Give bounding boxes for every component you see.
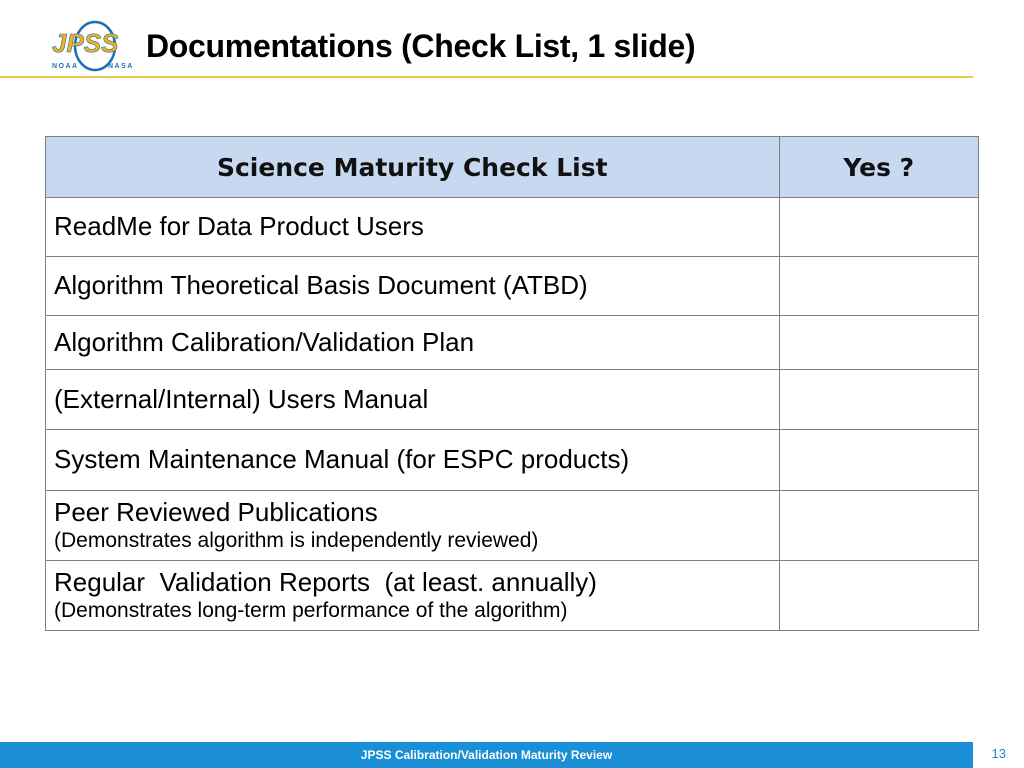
svg-text:NOAA: NOAA bbox=[52, 63, 79, 70]
svg-text:JPSS: JPSS bbox=[52, 28, 119, 58]
checklist-item bbox=[46, 491, 780, 561]
item-label: System Maintenance Manual (for ESPC products) bbox=[54, 444, 630, 475]
item-label: Peer Reviewed Publications bbox=[54, 496, 378, 527]
column-header-yes: Yes ? bbox=[779, 137, 978, 198]
footer-text: JPSS Calibration/Validation Maturity Review bbox=[360, 748, 613, 762]
yes-cell[interactable] bbox=[779, 561, 978, 631]
yes-cell[interactable] bbox=[779, 316, 978, 370]
yes-cell[interactable] bbox=[779, 430, 978, 491]
page-number: 13 bbox=[991, 746, 1006, 761]
item-label: Algorithm Theoretical Basis Document (ATBD) bbox=[54, 270, 588, 301]
svg-text:NASA: NASA bbox=[108, 63, 134, 70]
page-title: Documentations (Check List, 1 slide) bbox=[146, 28, 696, 64]
checklist-item bbox=[46, 430, 780, 491]
table-row bbox=[46, 198, 979, 257]
checklist-item bbox=[46, 198, 780, 257]
yes-cell[interactable] bbox=[779, 491, 978, 561]
checklist-item bbox=[46, 257, 780, 316]
checklist-item bbox=[46, 561, 780, 631]
checklist-table bbox=[45, 136, 979, 631]
table-row bbox=[46, 561, 979, 631]
checklist-item bbox=[46, 316, 780, 370]
item-label: Regular Validation Reports (at least. annually) bbox=[54, 566, 597, 597]
table-row bbox=[46, 370, 979, 430]
item-note: (Demonstrates algorithm is independently reviewed) bbox=[54, 528, 539, 552]
item-label: ReadMe for Data Product Users bbox=[54, 211, 424, 242]
yes-cell[interactable] bbox=[779, 198, 978, 257]
item-label: Algorithm Calibration/Validation Plan bbox=[54, 326, 475, 357]
column-header-checklist: Science Maturity Check List bbox=[46, 137, 780, 198]
jpss-logo bbox=[50, 20, 140, 74]
item-note: (Demonstrates long-term performance of the algorithm) bbox=[54, 598, 568, 622]
table-header-row bbox=[46, 137, 979, 198]
table-row bbox=[46, 430, 979, 491]
yes-cell[interactable] bbox=[779, 370, 978, 430]
yes-cell[interactable] bbox=[779, 257, 978, 316]
item-label: (External/Internal) Users Manual bbox=[54, 383, 429, 414]
table-row bbox=[46, 491, 979, 561]
title-divider bbox=[0, 76, 973, 78]
table-row bbox=[46, 316, 979, 370]
table-row bbox=[46, 257, 979, 316]
checklist-item bbox=[46, 370, 780, 430]
